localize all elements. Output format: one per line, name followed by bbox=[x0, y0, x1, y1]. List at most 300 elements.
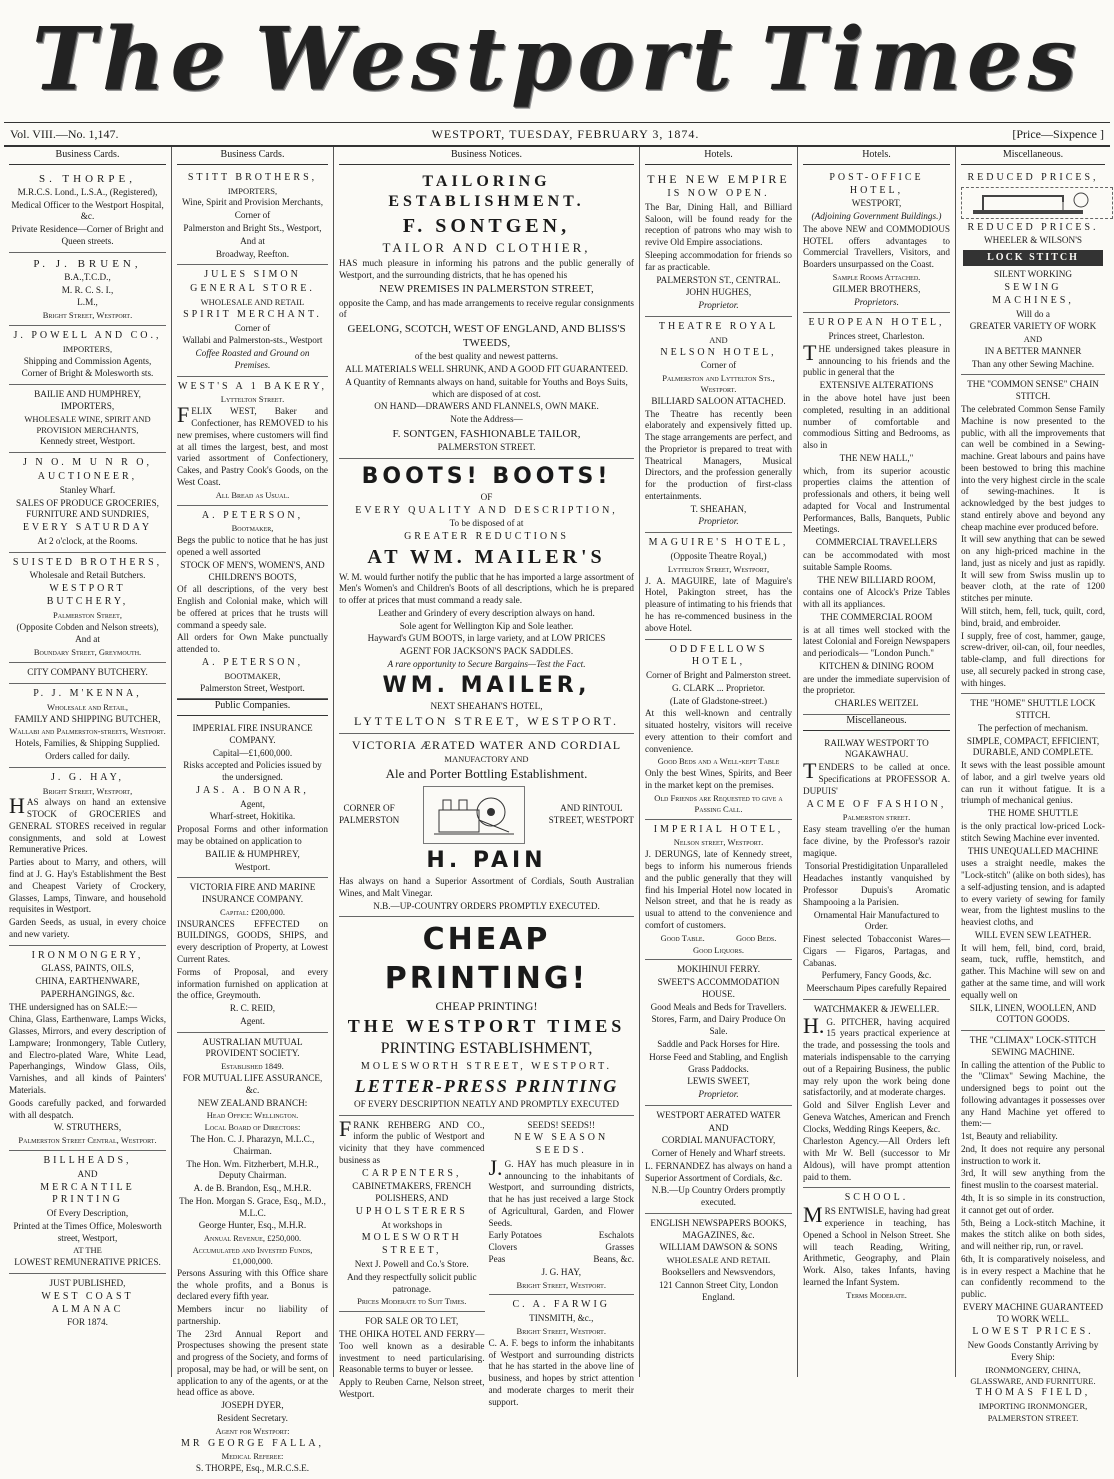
ad-line: IRONMONGERY, CHINA, GLASSWARE, AND FURNITURE. bbox=[970, 1364, 1096, 1386]
ad-bruen bbox=[9, 253, 166, 326]
ad-thorpe bbox=[9, 168, 166, 253]
ad-body: Gold and Silver English Lever and Geneva Watches, American and French Clocks, Wedding Rings Keepers, &c. bbox=[803, 1100, 950, 1134]
ad-billheads bbox=[9, 1151, 166, 1274]
ad-line: Bright Street, Westport. bbox=[42, 310, 133, 321]
ad-title: IMPERIAL FIRE INSURANCE COMPANY. bbox=[192, 723, 313, 745]
ad-body: L. FERNANDEZ has always on hand a Superior Assortment of Cordials, &c. bbox=[645, 1160, 792, 1183]
ad-line: SIMPLE, COMPACT, EFFICIENT, DURABLE, AND COMPLETE. bbox=[966, 735, 1100, 758]
ad-line: Proprietor. bbox=[698, 1089, 739, 1100]
masthead-word-2: Westport bbox=[254, 8, 738, 110]
ad-line: And at bbox=[75, 634, 100, 645]
ad-line: WHEELER & WILSON'S bbox=[984, 235, 1082, 246]
ad-body: Persons Assuring with this Office share the whole profits, and a Bonus is declared every fifth year. bbox=[177, 1267, 328, 1302]
ad-title: P. J. M'KENNA, bbox=[33, 687, 142, 699]
ad-line: WHOLESALE AND RETAIL bbox=[666, 1255, 771, 1266]
ad-line: PRINTING ESTABLISHMENT, bbox=[380, 1040, 593, 1058]
ad-line: New Goods Constantly Arriving by Every Ship: bbox=[967, 1340, 1099, 1362]
ad-line: Good Liquors. bbox=[693, 944, 744, 955]
ad-line: Boundary Street, Greymouth. bbox=[33, 647, 142, 658]
ad-title: BAILIE AND HUMPHREY, IMPORTERS, bbox=[34, 389, 141, 411]
ad-body: Sleeping accommodation for friends so far as practicable. bbox=[645, 250, 792, 272]
ad-line: THE COMMERCIAL ROOM bbox=[820, 611, 933, 622]
masthead-word-3: Times bbox=[761, 8, 1082, 110]
ad-home-shuttle bbox=[961, 694, 1105, 1031]
ad-seeds bbox=[489, 1116, 635, 1296]
column-heading: Business Cards. bbox=[177, 149, 328, 165]
ad-line: BILLIARD SALOON ATTACHED. bbox=[651, 395, 786, 406]
ad-title: THE "CLIMAX" LOCK-STITCH SEWING MACHINE. bbox=[969, 1035, 1097, 1057]
ad-line: PAPERHANGINGS, &c. bbox=[40, 988, 135, 999]
ad-line: LETTER-PRESS PRINTING bbox=[354, 1075, 619, 1096]
ad-line: Than any other Sewing Machine. bbox=[971, 358, 1095, 369]
ad-peterson bbox=[177, 506, 328, 700]
ad-title: STITT BROTHERS, bbox=[187, 171, 318, 183]
ad-line: AT WM. MAILER'S bbox=[367, 545, 606, 568]
ad-bailie bbox=[9, 385, 166, 453]
ad-title: S. THORPE, bbox=[39, 172, 136, 185]
masthead-word-1: The bbox=[32, 8, 232, 110]
ad-line: NELSON HOTEL, bbox=[660, 346, 777, 358]
ad-title: REDUCED PRICES, bbox=[967, 171, 1099, 183]
ad-body: All orders for Own Make punctually attended to. bbox=[177, 632, 328, 655]
price: [Price—Sixpence ] bbox=[1012, 126, 1104, 141]
ad-line: Next J. Powell and Co.'s Store. bbox=[354, 1259, 469, 1270]
ad-climax bbox=[961, 1031, 1105, 1428]
ad-body: contains one of Alcock's Prize Tables with all its appliances. bbox=[803, 587, 950, 610]
ad-body: Only the best Wines, Spirits, and Beer in the market kept on the premises. bbox=[645, 768, 792, 791]
ad-line: SPIRIT MERCHANT. bbox=[183, 308, 322, 320]
ad-title: EUROPEAN HOTEL, bbox=[808, 317, 945, 329]
ad-body: Of all descriptions, of the very best English and Colonial make, which will be offered at prices that he trusts will command a speedy sale. bbox=[177, 584, 328, 630]
sewing-machine-illustration bbox=[961, 187, 1113, 219]
column-heading: Hotels. bbox=[645, 149, 792, 165]
ad-line: B.A.,T.C.D., bbox=[64, 271, 111, 282]
ad-line: WILLIAM DAWSON & SONS bbox=[659, 1242, 778, 1253]
volume-number: Vol. VIII.—No. 1,147. bbox=[10, 126, 119, 141]
bottling-machine-icon bbox=[429, 790, 519, 840]
ad-line: The perfection of mechanism. bbox=[977, 722, 1089, 733]
column-5 bbox=[798, 147, 956, 1377]
ad-title: MOKIHINUI FERRY. bbox=[676, 964, 761, 975]
ad-title: WEST'S A 1 BAKERY, bbox=[178, 380, 327, 392]
ad-title: SUISTED BROTHERS, bbox=[12, 556, 163, 568]
ad-aerated-water bbox=[645, 1106, 792, 1214]
ad-line: THIS UNEQUALLED MACHINE bbox=[967, 845, 1099, 856]
ad-line: Stores, Farm, and Dairy Produce On Sale. bbox=[651, 1014, 786, 1037]
ad-line: JAS. A. BONAR, bbox=[196, 784, 309, 796]
ad-body: Forms of Proposal, and every information furnished on application at the office, Greymouth. bbox=[177, 966, 328, 1001]
ad-line: Of Every Description, bbox=[46, 1208, 129, 1219]
ad-line: Wholesale and Retail Butchers. bbox=[29, 570, 146, 581]
column-1 bbox=[4, 147, 172, 1377]
ad-line: Sample Rooms Attached. bbox=[832, 271, 921, 282]
ad-line: To be disposed of at bbox=[449, 518, 524, 529]
column-2 bbox=[172, 147, 334, 1474]
engraving-left-text bbox=[339, 802, 399, 829]
ad-line: PALMERSTON STREET. bbox=[987, 1413, 1079, 1424]
ad-line: AND bbox=[709, 334, 728, 345]
ad-line: MR GEORGE FALLA, bbox=[180, 1437, 325, 1449]
ad-title: P. J. BRUEN, bbox=[33, 257, 142, 270]
ad-line: WILL EVEN SEW LEATHER. bbox=[974, 929, 1092, 940]
ad-title: THE "HOME" SHUTTLE LOCK STITCH. bbox=[970, 698, 1096, 721]
ad-line: Wharf-street, Hokitika. bbox=[209, 811, 296, 822]
ad-body: FELIX WEST, Baker and Confectioner, has REMOVED to his new premises, where customers will find at all times the largest, best, and most varied assortment of Confectionery, Cakes, and Pastry Cook's Goods, on the West Coast. bbox=[177, 402, 328, 487]
ad-line: Agent. bbox=[240, 1015, 265, 1026]
ad-body: It will hem, fell, bind, cord, braid, seam, tuck, ruffle, hemstitch, and gather. This Machine will sew on and gather at the same time, and will work equally well on bbox=[961, 942, 1105, 1000]
ad-body: W. M. would further notify the public that he has imported a large assortment of Men's Women's and Children's Boots of all descriptions, which he is prepared to offer at prices that must command a ready sale. bbox=[339, 571, 634, 606]
ad-line: LYTTELTON STREET, WESTPORT. bbox=[353, 713, 620, 728]
ad-body: HAS much pleasure in informing his patrons and the public generally of Westport, and the surrounding districts, that he has opened his bbox=[339, 257, 634, 280]
ad-line: THOMAS FIELD, bbox=[975, 1387, 1091, 1399]
ad-line: Prices Moderate to Suit Times. bbox=[357, 1296, 467, 1307]
ad-line: GEELONG, SCOTCH, WEST OF ENGLAND, AND BLISS'S TWEEDS, bbox=[347, 323, 626, 350]
ad-title: JULES SIMON bbox=[204, 269, 301, 281]
ad-rehberg bbox=[339, 1116, 485, 1313]
ad-line: Resident Secretary. bbox=[217, 1413, 288, 1423]
ad-line: of the best quality and newest patterns. bbox=[414, 351, 559, 362]
ad-line: UPHOLSTERERS bbox=[355, 1205, 468, 1217]
ad-body: Headaches instantly vanquished by Professor Dupuis's Aromatic Shampooing a la Parisien. bbox=[803, 873, 950, 907]
column-heading: Business Notices. bbox=[339, 149, 634, 165]
ad-body: The Bar, Dining Hall, and Billiard Saloon, will be found ready for the reception of patrons who may wish to revive Old Empire associations. bbox=[645, 201, 792, 248]
ad-line: Booksellers and Newsvendors, bbox=[661, 1267, 776, 1278]
ad-line: Nelson street, Westport. bbox=[673, 837, 764, 848]
ad-line: OF bbox=[480, 491, 493, 502]
ad-title: THEATRE ROYAL bbox=[658, 320, 779, 332]
ad-line: Private Residence—Corner of Bright and Queen streets. bbox=[11, 224, 164, 246]
ad-line: ON HAND—DRAWERS AND FLANNELS, OWN MAKE. bbox=[374, 401, 599, 412]
ad-title: BILLHEADS, bbox=[43, 1154, 132, 1166]
ad-line: AT THE bbox=[73, 1245, 102, 1256]
ad-title: BOOTS! BOOTS! bbox=[361, 463, 612, 489]
seed-item: Peas bbox=[488, 1254, 506, 1264]
ad-line: At 2 o'clock, at the Rooms. bbox=[37, 535, 138, 546]
ad-line: Proprietor. bbox=[698, 300, 739, 311]
ad-line: Palmerston and Lyttelton Sts., Westport. bbox=[662, 373, 775, 394]
ad-line: THE HOME SHUTTLE bbox=[987, 808, 1079, 819]
ad-title: WESTPORT AERATED WATER bbox=[656, 1109, 781, 1120]
ad-body: Proposal Forms and other information may be obtained on application to bbox=[177, 824, 328, 847]
seed-row bbox=[489, 1242, 635, 1254]
seed-row bbox=[489, 1230, 635, 1242]
ad-line: MOLESWORTH STREET, WESTPORT. bbox=[360, 1060, 613, 1072]
column-6 bbox=[956, 147, 1110, 1424]
ad-body: H.G. PITCHER, having acquired 15 years practical experience at the trade, and possessing the tools and materials indispensable to the carrying out of a Repairing Business, the public may rely upon the work being done satisfactorily, and at moderate charges. bbox=[803, 1012, 950, 1098]
ad-line: N.B.—Up Country Orders promptly executed. bbox=[651, 1185, 786, 1208]
ad-body: Easy steam travelling o'er the human face divine, by the Professor's razoir magique. bbox=[803, 824, 950, 858]
ad-line: Palmerston Street, bbox=[53, 609, 122, 620]
ad-title: WATCHMAKER & JEWELLER. bbox=[813, 1003, 940, 1014]
ad-line: 121 Cannon Street City, London England. bbox=[658, 1279, 779, 1302]
ad-line: And they respectfully solicit public patronage. bbox=[346, 1271, 477, 1294]
ad-line: AND bbox=[708, 1122, 729, 1133]
ad-line: Palmerston Street, Westport. bbox=[200, 682, 305, 693]
ad-suisted bbox=[9, 553, 166, 663]
ad-line: EVERY QUALITY AND DESCRIPTION, bbox=[355, 504, 618, 516]
ad-line: Medical Referee: bbox=[221, 1451, 284, 1462]
lock-stitch-logo: LOCK STITCH bbox=[963, 250, 1103, 266]
ad-line: IMPORTERS, bbox=[62, 343, 113, 354]
ad-line: Lyttelton Street, Westport, bbox=[667, 563, 770, 574]
ad-simon bbox=[177, 265, 328, 376]
ad-line: Agent, bbox=[240, 798, 265, 809]
ad-line: Horse Feed and Stabling, and English Grass Paddocks. bbox=[649, 1051, 788, 1074]
section-heading: Public Companies. bbox=[177, 699, 328, 716]
ad-body: in the above hotel have just been completed, resulting in an additional number of comfortable and commodious Sitting and Bedrooms, as also in bbox=[803, 393, 950, 451]
ad-line: MANUFACTORY AND bbox=[444, 754, 529, 765]
ad-line: Old Friends are Requested to give a Passing Call. bbox=[654, 792, 783, 814]
masthead bbox=[4, 0, 1110, 118]
ad-line: George Hunter, Esq., M.H.R. bbox=[198, 1220, 307, 1231]
ad-line: MERCANTILE PRINTING bbox=[40, 1181, 135, 1206]
ad-line: Proprietor. bbox=[698, 516, 739, 527]
ad-sewing-machines bbox=[961, 168, 1105, 376]
ad-line: The Hon. Morgan S. Grace, Esq., M.D., M.L.C. bbox=[179, 1195, 326, 1218]
ad-line: Established 1849. bbox=[221, 1061, 284, 1072]
ad-title: JUST PUBLISHED, bbox=[49, 1278, 126, 1289]
ad-title: ENGLISH NEWSPAPERS BOOKS, MAGAZINES, &c. bbox=[650, 1217, 787, 1240]
ad-title: MAGUIRE'S HOTEL, bbox=[648, 537, 789, 549]
ad-line: Sole agent for Wellington Kip and Sole leather. bbox=[399, 620, 574, 631]
seed-item: Early Potatoes bbox=[488, 1230, 542, 1241]
ad-line: Wine, Spirit and Provision Merchants, bbox=[182, 197, 323, 208]
ad-line: Capital—£1,600,000. bbox=[212, 747, 293, 758]
ad-line: AUCTIONEER, bbox=[37, 471, 138, 482]
ad-line: Good Beds. bbox=[735, 932, 777, 943]
ad-line: GLASS, PAINTS, OILS, bbox=[41, 963, 134, 974]
ad-title: CITY COMPANY BUTCHERY. bbox=[27, 667, 148, 678]
ad-theatre-royal bbox=[645, 317, 792, 533]
ad-body: are under the immediate supervision of the proprietor. bbox=[803, 673, 950, 696]
ad-boots bbox=[339, 459, 634, 734]
ad-ironmongery bbox=[9, 946, 166, 1151]
ad-body: C. A. F. begs to inform the inhabitants of Westport and surrounding districts that he has started in the above line of business, and hopes by strict attention and moderate charges to merit their support. bbox=[488, 1337, 634, 1407]
column-3 bbox=[334, 147, 640, 1407]
ad-line: (Adjoining Government Buildings.) bbox=[811, 211, 942, 222]
ad-line: WHOLESALE AND RETAIL bbox=[200, 296, 305, 307]
ad-line: JOHN HUGHES, bbox=[685, 287, 752, 298]
ad-body: In calling the attention of the Public to the "Climax" Sewing Machine, the undersigned begs to point out the following advantages it possesses over any Hand Machine yet offered to them:— bbox=[961, 1059, 1105, 1129]
ad-line: THE WESTPORT TIMES bbox=[347, 1016, 626, 1037]
ad-body: It sews with the least possible amount of labor, and a girl twelve years old can run it without fatigue. It is a triumph of mechanical genius. bbox=[961, 760, 1105, 806]
ad-body: Charleston Agency.—All Orders left with Mr W. Bell (successor to Mr Aldous), will have prompt attention paid to them. bbox=[803, 1136, 950, 1182]
ad-line: EXTENSIVE ALTERATIONS bbox=[819, 380, 934, 391]
ad-line: BAILIE & HUMPHREY, bbox=[205, 848, 300, 859]
ad-line: GILMER BROTHERS, bbox=[832, 283, 921, 294]
ad-body: The Theatre has recently been elaborately and expensively fitted up. The stage arrangements are perfect, and the Proprietor is prepared to treat with Theatrical Managers, Musical Directors, and the profession generally for the production of first-class entertainments. bbox=[645, 408, 792, 501]
ad-imperial-fire bbox=[177, 719, 328, 878]
ad-line: Annual Revenue, £250,000. bbox=[203, 1233, 302, 1244]
ad-line: CORDIAL MANUFACTORY, bbox=[661, 1135, 776, 1146]
ad-body: THE undersigned has on SALE:— bbox=[9, 1001, 138, 1012]
ad-line: AGENT FOR JACKSON'S PACK SADDLES. bbox=[399, 646, 574, 657]
ad-title: RAILWAY WESTPORT TO NGAKAWHAU. bbox=[824, 737, 929, 760]
ad-line: Wallabi and Palmerston-sts., Westport bbox=[182, 335, 323, 346]
ad-line: NEW SEASON SEEDS. bbox=[514, 1132, 609, 1157]
ad-title: J. POWELL AND CO., bbox=[13, 329, 162, 341]
ad-line: M.R.C.S. Lond., L.S.A., (Registered), bbox=[17, 186, 158, 197]
good-row bbox=[645, 933, 792, 944]
ad-line: THE NEW BILLIARD ROOM, bbox=[817, 574, 936, 585]
ad-line: S. THORPE, Esq., M.R.C.S.E. bbox=[195, 1463, 310, 1474]
ad-title: A. PETERSON, bbox=[201, 509, 304, 521]
ad-line: Princes street, Charleston. bbox=[828, 331, 925, 342]
ad-line: Shipping and Commission Agents, bbox=[23, 355, 152, 366]
ad-title: C. A. FARWIG bbox=[512, 1299, 610, 1311]
ad-line: WESTPORT BUTCHERY, bbox=[46, 583, 129, 608]
ad-mkenna bbox=[9, 684, 166, 768]
ad-line: SWEET'S ACCOMMODATION HOUSE. bbox=[657, 977, 780, 999]
ad-line: Palmerston Street Central, Westport. bbox=[18, 1135, 157, 1146]
ad-line: J. G. HAY, bbox=[541, 1266, 582, 1277]
ad-victoria-fire bbox=[177, 878, 328, 1032]
ad-body: can be accommodated with most suitable Sample Rooms. bbox=[803, 549, 950, 572]
column-heading: Business Cards. bbox=[9, 149, 166, 165]
ad-line: PALMERSTON ST., CENTRAL. bbox=[656, 274, 781, 285]
ad-line: ACME OF FASHION, bbox=[806, 798, 947, 810]
ad-line: M. R. C. S. I., bbox=[61, 284, 114, 295]
ad-body: 1st, Beauty and reliability. bbox=[961, 1131, 1058, 1142]
ad-line: Medical Officer to the Westport Hospital, &c. bbox=[11, 199, 164, 222]
ad-line: COMMERCIAL TRAVELLERS bbox=[815, 537, 938, 548]
ad-line: Palmerston and Bright Sts., Westport, bbox=[183, 223, 322, 233]
ad-line: KITCHEN & DINING ROOM bbox=[819, 660, 934, 671]
ad-body: Garden Seeds, as usual, in every choice and new variety. bbox=[9, 917, 166, 939]
ad-victoria-water bbox=[339, 734, 634, 917]
ad-line: Wholesale and Retail, bbox=[47, 701, 128, 712]
ad-mokihinui bbox=[645, 960, 792, 1105]
ad-line: LEWIS SWEET, bbox=[687, 1076, 750, 1087]
ad-line: AND bbox=[77, 1168, 98, 1179]
ad-line: Hotels, Families, & Shipping Supplied. bbox=[15, 738, 160, 749]
seed-item: Clovers bbox=[488, 1242, 518, 1253]
ad-body: It will sew anything that can be sewed on any high-priced machine in the land, just as nicely and just as rapidly. It will sew from Swiss muslin up to beaver cloth, at the rate of 1200 stitches per minute. bbox=[961, 534, 1105, 604]
ad-line: OF EVERY DESCRIPTION NEATLY AND PROMPTLY EXECUTED bbox=[353, 1098, 620, 1109]
ad-line: WESTPORT, bbox=[851, 198, 902, 209]
ad-body: is the only practical low-priced Lock-stitch Sewing Machine ever invented. bbox=[961, 821, 1105, 843]
ad-title: VICTORIA FIRE AND MARINE INSURANCE COMPANY. bbox=[189, 882, 316, 905]
ad-line: Corner of Henely and Wharf streets. bbox=[651, 1148, 786, 1159]
ad-line: Wallabi and Palmerston-streets, Westport. bbox=[9, 726, 166, 737]
ad-title: CHEAP PRINTING! bbox=[384, 922, 589, 996]
ad-line: Perfumery, Fancy Goods, &c. bbox=[821, 970, 932, 981]
bottom-two-columns bbox=[339, 1116, 634, 1413]
ad-line: G. CLARK ... Proprietor. bbox=[672, 682, 765, 693]
ad-line: The Hon. Wm. Fitzherbert, M.H.R., Deputy Chairman. bbox=[186, 1158, 319, 1181]
ad-body: At this well-known and centrally situated hostelry, visitors will receive every attention to their comfort and convenience. bbox=[645, 708, 792, 754]
ad-line: IMPORTING IRONMONGER, bbox=[978, 1401, 1088, 1412]
ad-dawson bbox=[645, 1214, 792, 1307]
ad-line: SEWING MACHINES, bbox=[992, 281, 1074, 306]
ad-line: CHEAP PRINTING! bbox=[435, 999, 538, 1014]
ad-body: is at all times well stocked with the latest Colonial and Foreign Newspapers and periodicals— "London Punch." bbox=[803, 624, 950, 659]
ad-body: uses a straight needle, makes the "Lock-stitch" (alike on both sides), has a self-adjusting tension, and is adapted to every variety of sewing for family wear, from the lightest muslins to the heaviest cloths, and bbox=[961, 858, 1105, 928]
ad-amp-society bbox=[177, 1033, 328, 1479]
ad-body: Will stitch, hem, fell, tuck, quilt, cord, bind, braid, and embroider. bbox=[961, 606, 1105, 628]
ad-body: I supply, free of cost, hammer, gauge, screw-driver, oil-can, oil, four needles, table-clamp, and full directions for use, all securely packed in strong case, with hinges. bbox=[961, 630, 1105, 688]
ad-body: Parties about to Marry, and others, will find at J. G. Hay's Establishment the Best and Cheapest Variety of Crockery, Glasses, Lamps, Tinware, and household requisites in Westport. bbox=[9, 857, 166, 915]
ad-line: Local Board of Directors: bbox=[204, 1122, 301, 1133]
ad-body: J.G. HAY has much pleasure in in announcing to the inhabitants of Westport, and surrounding districts, that he has just received a large Stock of Agricultural, Garden, and Flower Seeds. bbox=[488, 1154, 634, 1228]
ad-line: A Quantity of Remnants always on hand, suitable for Youths and Boys Suits, which are disposed of at cost. bbox=[345, 376, 628, 399]
ad-line: And at bbox=[240, 235, 265, 246]
ad-line: Capital: £200,000. bbox=[219, 906, 285, 917]
ad-line: SALES OF PRODUCE GROCERIES, FURNITURE AND SUNDRIES, bbox=[16, 497, 159, 520]
section-heading: Miscellaneous. bbox=[803, 715, 950, 731]
ad-title: VICTORIA ÆRATED WATER AND CORDIAL bbox=[351, 737, 622, 752]
ad-body: 6th, It is comparatively noiseless, and is in every respect a Machine that he can confidently recommend to the public. bbox=[961, 1253, 1105, 1300]
ad-body: The celebrated Common Sense Family Machine is now presented to the public, with all the improvements that can well be combined in a Sewing-machine. Great labours and pains have been bestowed to bring this machine into the very highest circle in the scale of sewing-machines. It is acknowledged by the best judges to stand entirely above and beyond any cheap machine ever produced before. bbox=[961, 403, 1105, 532]
ad-line: Westport. bbox=[234, 861, 271, 872]
ad-line: GREATER VARIETY OF WORK bbox=[969, 321, 1097, 332]
column-heading: Miscellaneous. bbox=[961, 149, 1105, 165]
ad-maguires bbox=[645, 533, 792, 639]
ad-line: Lyttelton Street. bbox=[220, 394, 285, 405]
ad-line: AND bbox=[1023, 334, 1043, 345]
ad-line: Good Table. bbox=[660, 932, 705, 943]
ad-line: AND RINTOUL bbox=[560, 802, 623, 813]
ad-line: Corner of bbox=[234, 210, 271, 221]
place-date: WESTPORT, TUESDAY, FEBRUARY 3, 1874. bbox=[431, 126, 700, 141]
ad-line: Head Office: Wellington. bbox=[206, 1110, 299, 1121]
ad-title: J N O. M U N R O, bbox=[22, 457, 153, 469]
engraving-right-text bbox=[549, 802, 634, 829]
ad-line: IMPORTERS, bbox=[227, 185, 278, 196]
ad-line: STOCK OF MEN'S, WOMEN'S, AND CHILDREN'S BOOTS, bbox=[180, 559, 325, 582]
ad-stitt bbox=[177, 168, 328, 266]
ad-bakery bbox=[177, 377, 328, 506]
ad-line: L.M., bbox=[77, 297, 98, 308]
ad-body: opposite the Camp, and has made arrangements to receive regular consignments of bbox=[339, 297, 634, 320]
ad-line: Stanley Wharf. bbox=[59, 484, 116, 495]
ad-line: Palmerston street. bbox=[842, 812, 911, 823]
ad-title: SEEDS! SEEDS!! bbox=[527, 1119, 596, 1130]
ad-line: Corner of bbox=[700, 360, 737, 371]
ad-line: CABINETMAKERS, FRENCH POLISHERS, AND bbox=[352, 1181, 472, 1204]
ad-line: Broadway, Reefton. bbox=[215, 248, 290, 259]
bottling-machine-illustration bbox=[423, 786, 525, 844]
ad-line: SILENT WORKING bbox=[993, 269, 1072, 280]
ad-body: INSURANCES EFFECTED on BUILDINGS, GOODS, SHIPS, and every description of Property, at Lowest Current Rates. bbox=[177, 918, 328, 965]
ad-line: FAMILY AND SHIPPING BUTCHER, bbox=[14, 713, 161, 724]
ad-pitcher bbox=[803, 1000, 950, 1188]
ad-line: IN A BETTER MANNER bbox=[984, 345, 1082, 356]
ad-body: THE undersigned takes pleasure in announcing to his friends and the public in general that the bbox=[803, 339, 950, 378]
ad-body: J. DERUNGS, late of Kennedy street, begs to inform his numerous friends and the public generally that they will find his Imperial Hotel now located in Nelson street, and that he is ready as usual to attend to the convenience and comfort of customers. bbox=[645, 849, 792, 930]
ad-body: The above NEW and COMMODIOUS HOTEL offers advantages to Commercial Travellers, Visitors, and Boarders unsurpassed on the Coast. bbox=[803, 223, 950, 270]
ad-line: W. STRUTHERS, bbox=[53, 1122, 122, 1133]
ad-line: Note the Address— bbox=[450, 414, 523, 425]
ad-body: Goods carefully packed, and forwarded with all despatch. bbox=[9, 1097, 166, 1120]
ad-body: The 23rd Annual Report and Prospectuses showing the present state and progress of the Society, and forms of proposal, may be had, or will be sent, on application to any of the agents, or at the head office as above. bbox=[177, 1328, 328, 1398]
ad-line: THE NEW HALL," bbox=[839, 452, 914, 463]
dateline bbox=[4, 122, 1110, 147]
ad-body: China, Glass, Earthenware, Lamps Wicks, Glasses, Mirrors, and every description of Lampware; Ironmongery, Table Cutlery, and Electro-plated Ware, White Lead, Paperhangings, Window Glass, Oils, Varnishes, and all kinds of Painters' Materials. bbox=[9, 1014, 166, 1096]
ad-line: Coffee Roasted and Ground on Premises. bbox=[195, 348, 310, 370]
ad-body: HAS always on hand an extensive STOCK of GROCERIES and GENERAL STORES received in regular consignments, and sold at Lowest Remunerative Prices. bbox=[9, 793, 166, 855]
ad-post-office-hotel bbox=[803, 168, 950, 314]
ad-line: Terms Moderate. bbox=[846, 1289, 907, 1300]
ad-imperial-hotel bbox=[645, 820, 792, 961]
ad-almanac bbox=[9, 1274, 166, 1333]
ad-tailoring bbox=[339, 168, 634, 459]
ad-title: THE NEW EMPIRE bbox=[647, 171, 790, 186]
ad-line: SILK, LINEN, WOOLLEN, AND COTTON GOODS. bbox=[969, 1002, 1097, 1025]
ad-line: Corner of Bright & Molesworth sts. bbox=[21, 368, 154, 379]
ad-line: PALMERSTON STREET. bbox=[437, 441, 536, 452]
ad-school bbox=[803, 1188, 950, 1304]
